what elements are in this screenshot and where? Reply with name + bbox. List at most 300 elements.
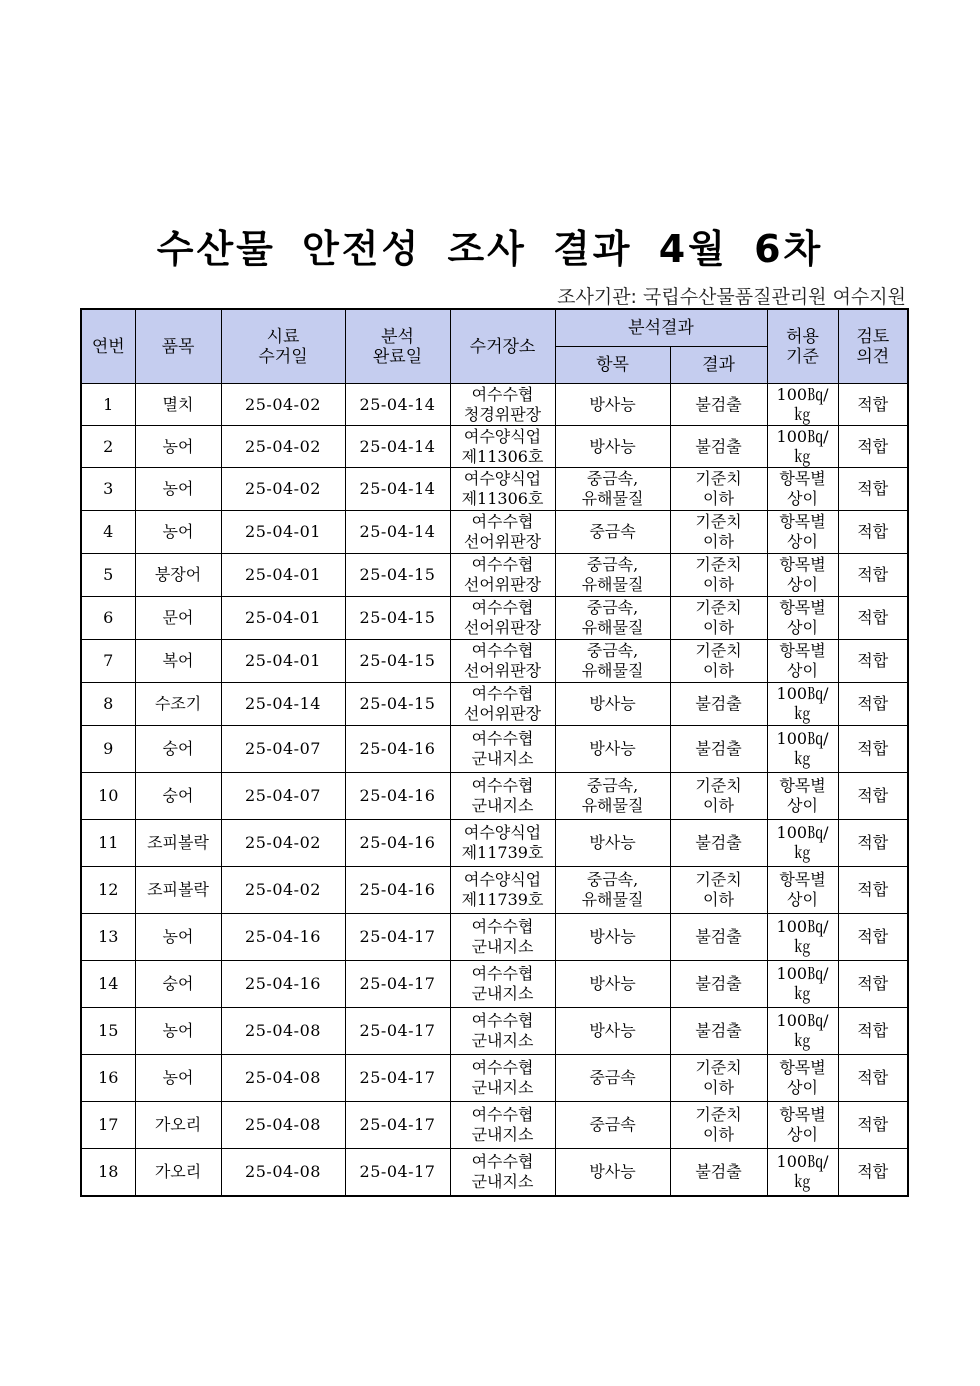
cell-completed-date: 25-04-15	[345, 683, 450, 726]
cell-opinion: 적합	[838, 820, 908, 867]
cell-limit	[767, 1149, 838, 1197]
table-body	[81, 384, 908, 1197]
table-row	[81, 683, 908, 726]
table-row	[81, 867, 908, 914]
cell-limit-line1: 100㏃/	[776, 964, 829, 983]
cell-place	[450, 1149, 555, 1197]
cell-limit	[767, 961, 838, 1008]
cell-limit	[767, 820, 838, 867]
cell-collected-date: 25-04-16	[221, 914, 345, 961]
cell-test-item-line1: 중금속,	[586, 641, 639, 660]
header-sample-date	[221, 309, 345, 384]
table-row	[81, 597, 908, 640]
cell-limit-line2: ㎏	[794, 1031, 811, 1050]
cell-result-line1: 기준치	[695, 555, 742, 574]
cell-result	[670, 1055, 767, 1102]
cell-no: 17	[81, 1102, 135, 1149]
cell-completed-date: 25-04-14	[345, 511, 450, 554]
cell-place-line1: 여수양식업	[463, 426, 542, 446]
cell-place-line1: 여수양식업	[463, 469, 542, 488]
cell-place	[450, 384, 555, 426]
cell-opinion: 적합	[838, 1149, 908, 1197]
cell-result	[670, 468, 767, 511]
cell-place-line2: 제11739호	[461, 843, 544, 862]
cell-collected-date: 25-04-07	[221, 726, 345, 773]
cell-collected-date: 25-04-08	[221, 1008, 345, 1055]
cell-place-line2: 청경위판장	[463, 404, 542, 424]
cell-test-item: 방사능	[555, 683, 670, 726]
cell-result-line1: 기준치	[695, 469, 742, 488]
cell-no: 7	[81, 640, 135, 683]
cell-limit-line2: ㎏	[794, 749, 811, 768]
cell-result	[670, 554, 767, 597]
cell-item: 수조기	[135, 683, 221, 726]
cell-place-line1: 여수수협	[471, 776, 534, 795]
cell-collected-date: 25-04-01	[221, 554, 345, 597]
cell-limit-line1: 항목별	[779, 1058, 826, 1077]
cell-item: 농어	[135, 468, 221, 511]
cell-test-item: 중금속	[555, 1055, 670, 1102]
cell-place	[450, 1102, 555, 1149]
cell-test-item	[555, 597, 670, 640]
cell-result-line1: 기준치	[695, 1105, 742, 1124]
table-row	[81, 511, 908, 554]
cell-place	[450, 597, 555, 640]
header-analysis-line1: 분석	[381, 326, 414, 347]
cell-limit-line2: ㎏	[794, 446, 811, 466]
cell-collected-date: 25-04-07	[221, 773, 345, 820]
cell-completed-date: 25-04-16	[345, 773, 450, 820]
table-row	[81, 726, 908, 773]
cell-place-line2: 군내지소	[471, 937, 534, 956]
cell-opinion: 적합	[838, 726, 908, 773]
cell-no: 2	[81, 426, 135, 468]
cell-no: 13	[81, 914, 135, 961]
header-review	[838, 309, 908, 384]
cell-place-line2: 제11306호	[461, 489, 544, 508]
cell-limit-line1: 항목별	[779, 469, 826, 488]
cell-no: 11	[81, 820, 135, 867]
table-row	[81, 773, 908, 820]
cell-item: 문어	[135, 597, 221, 640]
cell-place-line1: 여수수협	[471, 964, 534, 983]
cell-no: 1	[81, 384, 135, 426]
cell-place-line1: 여수수협	[471, 384, 534, 404]
cell-no: 5	[81, 554, 135, 597]
cell-result-line2: 이하	[703, 1078, 734, 1097]
cell-place-line2: 제11739호	[461, 890, 544, 909]
cell-item: 가오리	[135, 1149, 221, 1197]
cell-limit-line2: 상이	[787, 796, 818, 815]
cell-result: 불검출	[670, 426, 767, 468]
cell-test-item: 방사능	[555, 1008, 670, 1055]
cell-limit	[767, 1102, 838, 1149]
cell-test-item: 방사능	[555, 914, 670, 961]
cell-place	[450, 640, 555, 683]
cell-limit-line2: ㎏	[794, 984, 811, 1003]
cell-opinion: 적합	[838, 683, 908, 726]
table-row	[81, 426, 908, 468]
table-row	[81, 1149, 908, 1197]
header-review-line2: 의견	[856, 346, 890, 367]
table-header	[81, 309, 908, 384]
cell-completed-date: 25-04-14	[345, 426, 450, 468]
cell-limit-line1: 100㏃/	[776, 426, 829, 446]
cell-limit	[767, 597, 838, 640]
cell-place	[450, 726, 555, 773]
cell-result-line1: 기준치	[695, 870, 742, 889]
cell-place-line1: 여수수협	[471, 641, 534, 660]
cell-limit-line2: ㎏	[794, 937, 811, 956]
cell-place-line1: 여수수협	[471, 1152, 534, 1171]
table-row	[81, 640, 908, 683]
cell-place-line1: 여수수협	[471, 1105, 534, 1124]
cell-place-line2: 군내지소	[471, 984, 534, 1003]
cell-test-item-line1: 중금속,	[586, 870, 639, 889]
cell-limit-line2: ㎏	[794, 704, 811, 723]
cell-place	[450, 426, 555, 468]
cell-opinion: 적합	[838, 1055, 908, 1102]
cell-test-item	[555, 468, 670, 511]
cell-limit-line1: 항목별	[779, 776, 826, 795]
cell-result: 불검출	[670, 914, 767, 961]
cell-limit-line2: 상이	[787, 1078, 818, 1097]
cell-test-item	[555, 640, 670, 683]
header-result-group: 분석결과	[555, 309, 767, 347]
cell-limit-line2: 상이	[787, 1125, 818, 1144]
cell-test-item: 방사능	[555, 384, 670, 426]
cell-test-item-line2: 유해물질	[581, 890, 644, 909]
cell-place	[450, 683, 555, 726]
cell-limit-line2: 상이	[787, 532, 818, 551]
cell-limit	[767, 914, 838, 961]
cell-opinion: 적합	[838, 468, 908, 511]
cell-opinion: 적합	[838, 1008, 908, 1055]
cell-place	[450, 914, 555, 961]
cell-limit-line1: 100㏃/	[776, 684, 829, 703]
cell-result-line1: 기준치	[695, 598, 742, 617]
cell-limit-line2: 상이	[787, 489, 818, 508]
cell-place-line1: 여수수협	[471, 1058, 534, 1077]
cell-limit-line2: 상이	[787, 661, 818, 680]
cell-result-line2: 이하	[703, 489, 734, 508]
cell-place-line1: 여수수협	[471, 729, 534, 748]
cell-place	[450, 1008, 555, 1055]
cell-limit-line2: 상이	[787, 890, 818, 909]
cell-place-line2: 군내지소	[471, 796, 534, 815]
cell-limit-line1: 항목별	[779, 870, 826, 889]
cell-no: 3	[81, 468, 135, 511]
cell-opinion: 적합	[838, 384, 908, 426]
table-row	[81, 820, 908, 867]
cell-limit-line1: 100㏃/	[776, 1152, 829, 1171]
cell-opinion: 적합	[838, 640, 908, 683]
header-analysis-date	[345, 309, 450, 384]
cell-item: 숭어	[135, 961, 221, 1008]
header-place: 수거장소	[450, 309, 555, 384]
cell-completed-date: 25-04-15	[345, 597, 450, 640]
cell-result	[670, 511, 767, 554]
cell-item: 농어	[135, 914, 221, 961]
cell-place-line2: 선어위판장	[463, 704, 542, 723]
table-row	[81, 468, 908, 511]
header-item: 품목	[135, 309, 221, 384]
cell-collected-date: 25-04-02	[221, 867, 345, 914]
cell-limit-line1: 항목별	[779, 641, 826, 660]
cell-limit-line1: 100㏃/	[776, 823, 829, 842]
cell-completed-date: 25-04-16	[345, 867, 450, 914]
table-row	[81, 1008, 908, 1055]
cell-limit-line2: ㎏	[794, 843, 811, 862]
cell-test-item-line2: 유해물질	[581, 489, 644, 508]
page-title: 수산물 안전성 조사 결과 4월 6차	[156, 227, 824, 271]
cell-place	[450, 867, 555, 914]
cell-opinion: 적합	[838, 914, 908, 961]
cell-result-line2: 이하	[703, 618, 734, 637]
cell-place-line2: 군내지소	[471, 749, 534, 768]
cell-opinion: 적합	[838, 867, 908, 914]
cell-test-item: 방사능	[555, 726, 670, 773]
cell-place-line1: 여수양식업	[463, 870, 542, 889]
cell-limit	[767, 511, 838, 554]
cell-completed-date: 25-04-17	[345, 1102, 450, 1149]
cell-limit	[767, 384, 838, 426]
cell-result	[670, 597, 767, 640]
cell-result-line2: 이하	[703, 661, 734, 680]
cell-opinion: 적합	[838, 773, 908, 820]
cell-no: 15	[81, 1008, 135, 1055]
cell-collected-date: 25-04-08	[221, 1149, 345, 1197]
cell-item: 붕장어	[135, 554, 221, 597]
cell-place-line1: 여수양식업	[463, 823, 542, 842]
cell-no: 4	[81, 511, 135, 554]
cell-item: 조피볼락	[135, 820, 221, 867]
cell-opinion: 적합	[838, 961, 908, 1008]
cell-limit	[767, 426, 838, 468]
cell-place	[450, 961, 555, 1008]
cell-limit	[767, 683, 838, 726]
cell-result-line1: 기준치	[695, 1058, 742, 1077]
table-row	[81, 1055, 908, 1102]
cell-collected-date: 25-04-14	[221, 683, 345, 726]
cell-limit-line1: 항목별	[779, 512, 826, 531]
table-row	[81, 554, 908, 597]
cell-collected-date: 25-04-02	[221, 468, 345, 511]
cell-limit	[767, 554, 838, 597]
cell-test-item-line2: 유해물질	[581, 575, 644, 594]
cell-item: 농어	[135, 511, 221, 554]
cell-collected-date: 25-04-02	[221, 426, 345, 468]
cell-limit	[767, 867, 838, 914]
cell-place	[450, 511, 555, 554]
header-sample-line2: 수거일	[258, 346, 308, 367]
cell-place	[450, 820, 555, 867]
cell-no: 9	[81, 726, 135, 773]
header-limit	[767, 309, 838, 384]
cell-place-line2: 선어위판장	[463, 661, 542, 680]
cell-completed-date: 25-04-17	[345, 1055, 450, 1102]
header-sample-line1: 시료	[266, 326, 300, 347]
cell-limit	[767, 1055, 838, 1102]
cell-test-item: 중금속	[555, 511, 670, 554]
cell-result-line1: 기준치	[695, 641, 742, 660]
cell-limit-line1: 항목별	[779, 598, 826, 617]
cell-test-item-line2: 유해물질	[581, 661, 644, 680]
cell-result-line2: 이하	[703, 532, 734, 551]
cell-limit-line2: ㎏	[794, 404, 811, 424]
cell-no: 12	[81, 867, 135, 914]
cell-item: 숭어	[135, 726, 221, 773]
cell-limit-line1: 100㏃/	[776, 729, 829, 748]
cell-collected-date: 25-04-16	[221, 961, 345, 1008]
cell-place-line1: 여수수협	[471, 555, 534, 574]
cell-limit-line2: 상이	[787, 575, 818, 594]
cell-completed-date: 25-04-16	[345, 726, 450, 773]
cell-collected-date: 25-04-01	[221, 511, 345, 554]
cell-limit-line1: 100㏃/	[776, 384, 829, 404]
cell-place-line1: 여수수협	[471, 917, 534, 936]
cell-test-item-line1: 중금속,	[586, 776, 639, 795]
cell-place-line2: 선어위판장	[463, 618, 542, 637]
cell-completed-date: 25-04-17	[345, 1149, 450, 1197]
header-limit-line2: 기준	[786, 346, 819, 367]
cell-limit	[767, 1008, 838, 1055]
cell-limit-line2: 상이	[787, 618, 818, 637]
cell-completed-date: 25-04-16	[345, 820, 450, 867]
cell-collected-date: 25-04-02	[221, 820, 345, 867]
cell-test-item-line2: 유해물질	[581, 796, 644, 815]
cell-test-item-line1: 중금속,	[586, 598, 639, 617]
cell-result: 불검출	[670, 384, 767, 426]
cell-result	[670, 773, 767, 820]
cell-test-item	[555, 773, 670, 820]
cell-completed-date: 25-04-14	[345, 384, 450, 426]
results-table	[80, 308, 909, 1197]
cell-place-line2: 군내지소	[471, 1172, 534, 1191]
table-row	[81, 384, 908, 426]
cell-no: 14	[81, 961, 135, 1008]
cell-opinion: 적합	[838, 597, 908, 640]
cell-result	[670, 640, 767, 683]
cell-completed-date: 25-04-17	[345, 961, 450, 1008]
cell-result-line2: 이하	[703, 890, 734, 909]
cell-limit-line2: ㎏	[794, 1172, 811, 1191]
cell-result	[670, 1102, 767, 1149]
cell-opinion: 적합	[838, 554, 908, 597]
cell-place-line2: 군내지소	[471, 1031, 534, 1050]
cell-opinion: 적합	[838, 1102, 908, 1149]
header-result-value: 결과	[670, 347, 767, 384]
header-no: 연번	[81, 309, 135, 384]
cell-place-line2: 제11306호	[461, 446, 544, 466]
cell-collected-date: 25-04-02	[221, 384, 345, 426]
cell-place	[450, 554, 555, 597]
cell-limit	[767, 468, 838, 511]
cell-item: 복어	[135, 640, 221, 683]
cell-item: 가오리	[135, 1102, 221, 1149]
cell-item: 농어	[135, 1055, 221, 1102]
cell-place-line1: 여수수협	[471, 1011, 534, 1030]
cell-test-item-line2: 유해물질	[581, 618, 644, 637]
cell-place	[450, 773, 555, 820]
cell-opinion: 적합	[838, 511, 908, 554]
cell-place	[450, 468, 555, 511]
cell-result: 불검출	[670, 726, 767, 773]
cell-result-line1: 기준치	[695, 512, 742, 531]
cell-place-line1: 여수수협	[471, 598, 534, 617]
table-row	[81, 961, 908, 1008]
cell-result: 불검출	[670, 961, 767, 1008]
cell-result-line1: 기준치	[695, 776, 742, 795]
cell-collected-date: 25-04-08	[221, 1102, 345, 1149]
cell-item: 조피볼락	[135, 867, 221, 914]
cell-result: 불검출	[670, 683, 767, 726]
header-limit-line1: 허용	[786, 326, 819, 347]
cell-no: 18	[81, 1149, 135, 1197]
cell-limit-line1: 100㏃/	[776, 1011, 829, 1030]
cell-completed-date: 25-04-17	[345, 1008, 450, 1055]
cell-place-line2: 군내지소	[471, 1125, 534, 1144]
cell-completed-date: 25-04-15	[345, 554, 450, 597]
cell-place	[450, 1055, 555, 1102]
cell-test-item	[555, 554, 670, 597]
header-result-item: 항목	[555, 347, 670, 384]
cell-limit	[767, 640, 838, 683]
cell-test-item-line1: 중금속,	[586, 555, 639, 574]
cell-completed-date: 25-04-15	[345, 640, 450, 683]
cell-item: 멸치	[135, 384, 221, 426]
cell-no: 6	[81, 597, 135, 640]
cell-item: 숭어	[135, 773, 221, 820]
cell-no: 10	[81, 773, 135, 820]
header-review-line1: 검토	[856, 326, 890, 347]
cell-result	[670, 867, 767, 914]
table-row	[81, 914, 908, 961]
cell-limit-line1: 100㏃/	[776, 917, 829, 936]
cell-test-item: 방사능	[555, 961, 670, 1008]
cell-limit	[767, 726, 838, 773]
header-analysis-line2: 완료일	[372, 346, 423, 367]
cell-completed-date: 25-04-14	[345, 468, 450, 511]
cell-test-item: 방사능	[555, 820, 670, 867]
cell-test-item: 방사능	[555, 1149, 670, 1197]
cell-place-line2: 군내지소	[471, 1078, 534, 1097]
cell-place-line2: 선어위판장	[463, 532, 542, 551]
cell-completed-date: 25-04-17	[345, 914, 450, 961]
cell-place-line2: 선어위판장	[463, 575, 542, 594]
cell-no: 16	[81, 1055, 135, 1102]
cell-collected-date: 25-04-08	[221, 1055, 345, 1102]
cell-result-line2: 이하	[703, 1125, 734, 1144]
cell-place-line1: 여수수협	[471, 512, 534, 531]
agency-label: 조사기관: 국립수산물품질관리원 여수지원	[557, 286, 906, 308]
cell-collected-date: 25-04-01	[221, 640, 345, 683]
cell-test-item: 방사능	[555, 426, 670, 468]
table-row	[81, 1102, 908, 1149]
cell-result: 불검출	[670, 820, 767, 867]
cell-item: 농어	[135, 1008, 221, 1055]
cell-collected-date: 25-04-01	[221, 597, 345, 640]
cell-result-line2: 이하	[703, 796, 734, 815]
cell-test-item	[555, 867, 670, 914]
cell-test-item-line1: 중금속,	[586, 469, 639, 488]
cell-no: 8	[81, 683, 135, 726]
cell-limit	[767, 773, 838, 820]
cell-opinion: 적합	[838, 426, 908, 468]
cell-limit-line1: 항목별	[779, 1105, 826, 1124]
cell-limit-line1: 항목별	[779, 555, 826, 574]
cell-result: 불검출	[670, 1008, 767, 1055]
